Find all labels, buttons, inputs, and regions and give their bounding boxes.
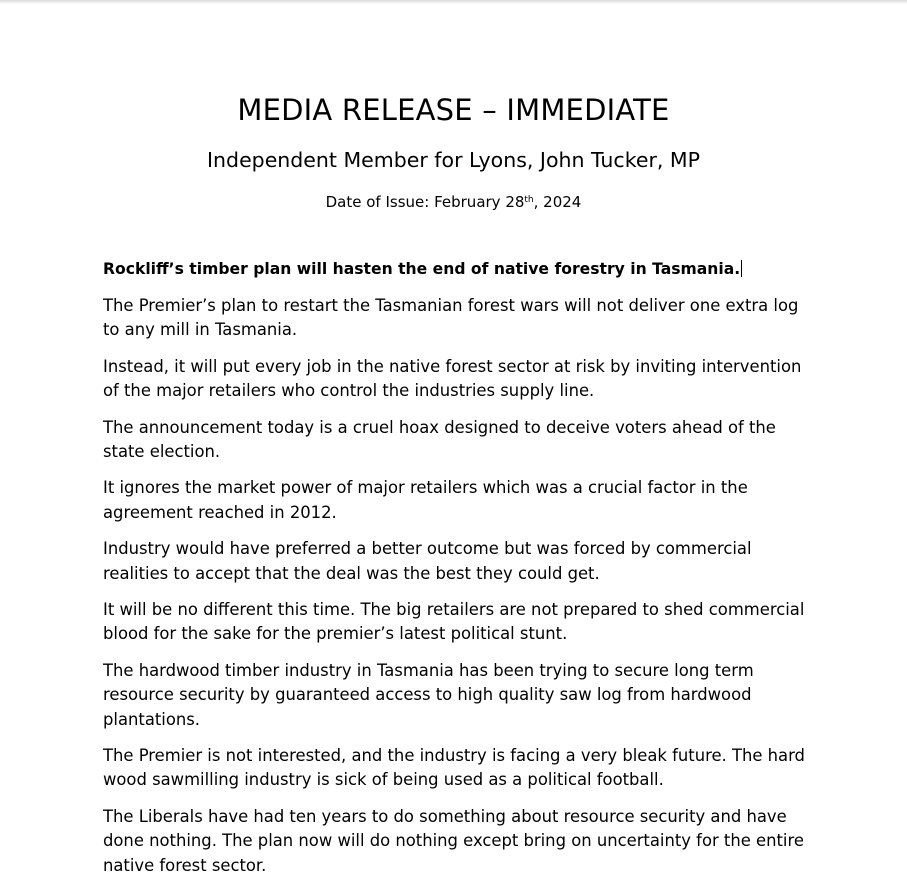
release-headline-text: Rockliff’s timber plan will hasten the end of native forestry in Tasmania. [103, 260, 741, 278]
page-subtitle: Independent Member for Lyons, John Tucker, MP [207, 148, 700, 172]
body-paragraph-5: Industry would have preferred a better outcome but was forced by commercial realities to accept that the deal was the best they could get. [103, 539, 752, 583]
body-paragraph-4: It ignores the market power of major retailers which was a crucial factor in the agreement reached in 2012. [103, 478, 748, 522]
issue-date-superscript: th [524, 195, 534, 205]
body-paragraph-9: The Liberals have had ten years to do something about resource security and have done nothing. The plan now will do nothing except bring on uncertainty for the entire native forest sector. [103, 807, 804, 875]
body-paragraph-6: It will be no different this time. The big retailers are not prepared to shed commercial blood for the sake for the premier’s latest political stunt. [103, 600, 805, 644]
issue-date [0, 190, 907, 212]
body-paragraph-7: The hardwood timber industry in Tasmania has been trying to secure long term resource security by guaranteed access to high quality saw log from hardwood plantations. [103, 661, 754, 729]
issue-date-suffix: , 2024 [533, 193, 582, 211]
document-body[interactable] [103, 257, 808, 890]
text-cursor [741, 260, 742, 277]
body-paragraph-3: The announcement today is a cruel hoax designed to deceive voters ahead of the state election. [103, 417, 776, 461]
issue-date-prefix: Date of Issue: February 28 [325, 193, 525, 211]
body-paragraph-2: Instead, it will put every job in the native forest sector at risk by inviting intervention of the major retailers who control the industries supply line. [103, 356, 802, 400]
page-title: MEDIA RELEASE – IMMEDIATE [237, 93, 670, 127]
release-headline[interactable] [103, 257, 808, 281]
body-paragraph-8: The Premier is not interested, and the industry is facing a very bleak future. The hard wood sawmilling industry is sick of being used as a political football. [103, 746, 805, 790]
body-paragraph-1: The Premier’s plan to restart the Tasmanian forest wars will not deliver one extra log to any mill in Tasmania. [103, 295, 799, 339]
